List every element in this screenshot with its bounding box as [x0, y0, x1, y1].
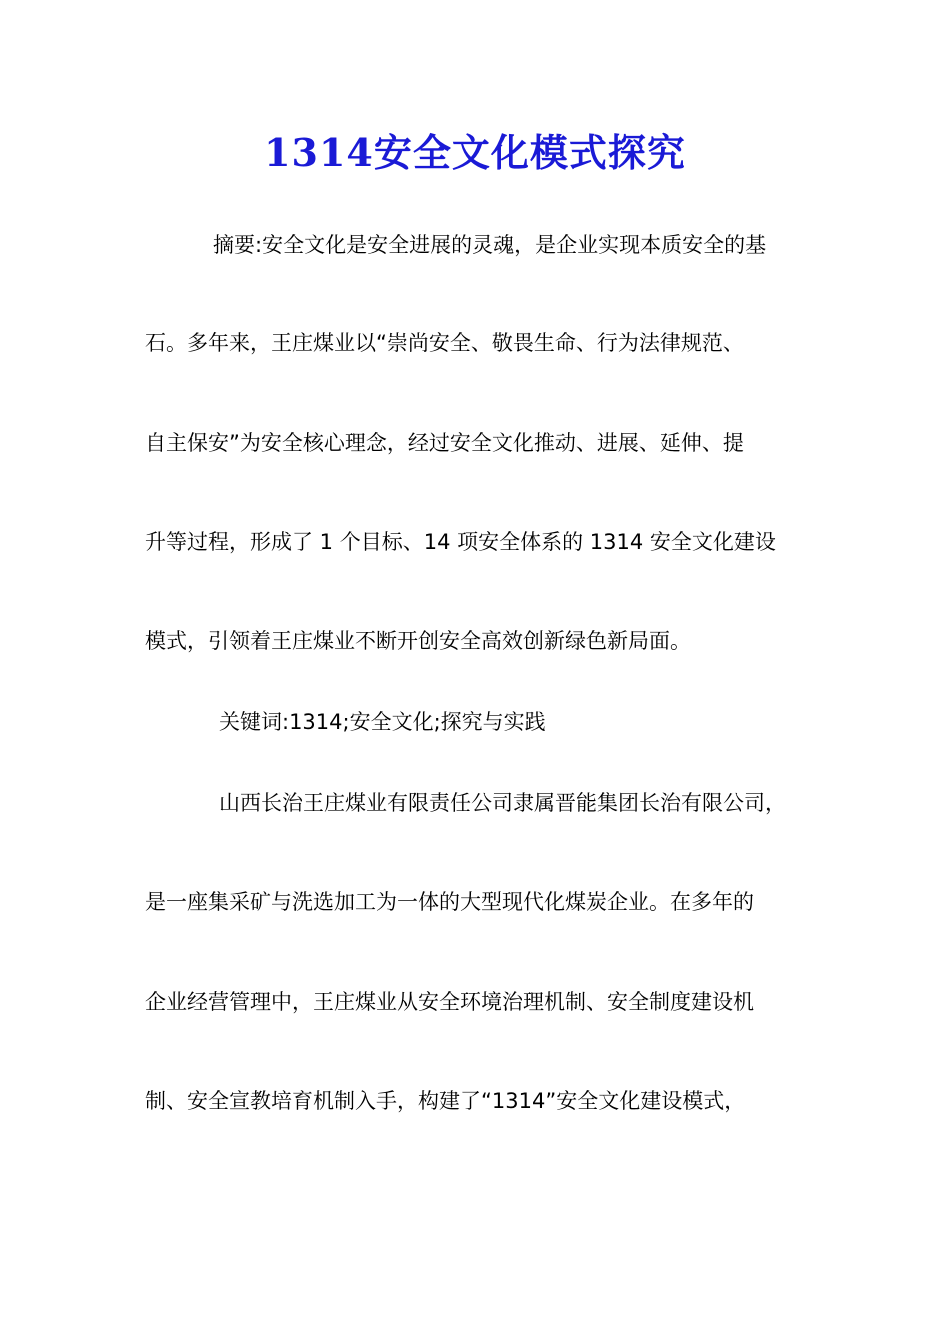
abstract-line: 石。多年来，王庄煤业以“崇尚安全、敬畏生命、行为法律规范、: [145, 331, 744, 355]
document-title: 1314安全文化模式探究: [264, 130, 686, 175]
abstract-line: 升等过程，形成了 1 个目标、14 项安全体系的 1314 安全文化建设: [145, 530, 776, 554]
abstract-line: 摘要:安全文化是安全进展的灵魂，是企业实现本质安全的基: [213, 233, 767, 257]
keywords-line: 关键词:1314;安全文化;探究与实践: [219, 710, 546, 734]
body-line: 山西长治王庄煤业有限责任公司隶属晋能集团长治有限公司，: [219, 791, 786, 815]
body-line: 制、安全宣教培育机制入手，构建了“1314”安全文化建设模式，: [145, 1089, 746, 1113]
body-line: 是一座集采矿与洗选加工为一体的大型现代化煤炭企业。在多年的: [145, 890, 754, 914]
body-line: 企业经营管理中，王庄煤业从安全环境治理机制、安全制度建设机: [145, 990, 754, 1014]
abstract-line: 自主保安”为安全核心理念，经过安全文化推动、进展、延伸、提: [145, 431, 744, 455]
abstract-line: 模式，引领着王庄煤业不断开创安全高效创新绿色新局面。: [145, 629, 691, 653]
